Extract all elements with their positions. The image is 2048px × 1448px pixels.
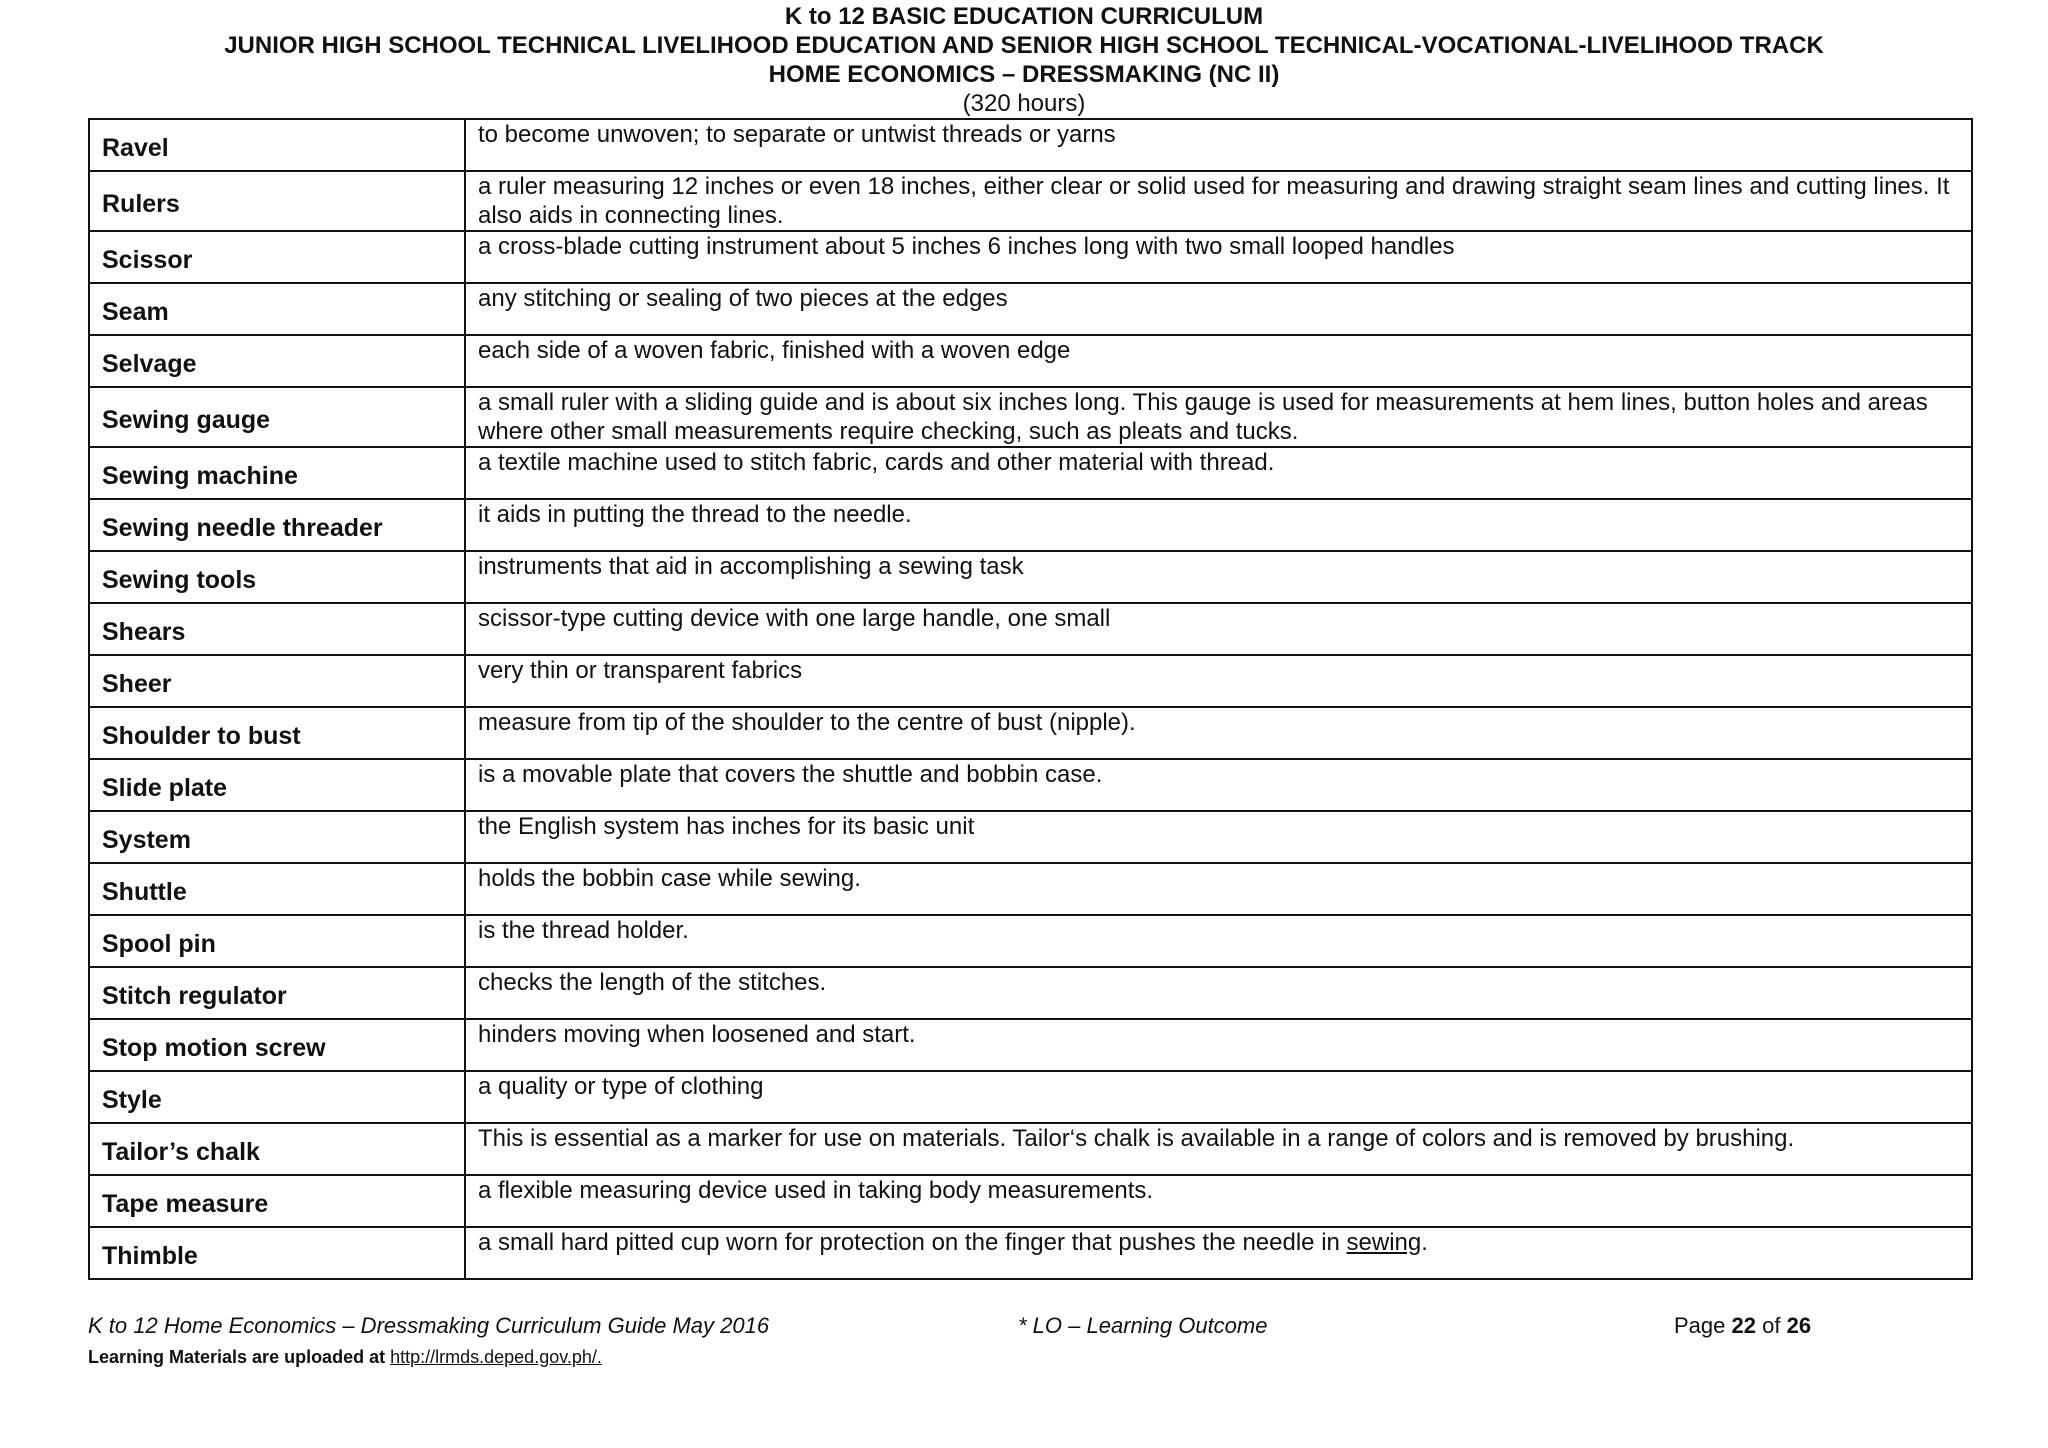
glossary-definition: a flexible measuring device used in taking body measurements. [465, 1175, 1972, 1227]
table-row [89, 283, 1972, 335]
table-row [89, 551, 1972, 603]
glossary-definition: instruments that aid in accomplishing a sewing task [465, 551, 1972, 603]
page-indicator [1674, 1313, 1811, 1339]
glossary-term: Sewing needle threader [89, 499, 465, 551]
page-total: 26 [1786, 1313, 1812, 1338]
glossary-table [88, 118, 1973, 1280]
page-of: of [1762, 1313, 1781, 1338]
track-title: JUNIOR HIGH SCHOOL TECHNICAL LIVELIHOOD EDUCATION AND SENIOR HIGH SCHOOL TECHNICAL-VOCATIONAL-LIVELIHOOD TRACK [224, 32, 1824, 59]
definition-suffix: . [1421, 1229, 1428, 1256]
glossary-definition: hinders moving when loosened and start. [465, 1019, 1972, 1071]
glossary-term: Slide plate [89, 759, 465, 811]
glossary-definition: This is essential as a marker for use on materials. Tailor‘s chalk is available in a range of colors and is removed by brushing. [465, 1123, 1972, 1175]
glossary-definition: a small ruler with a sliding guide and is about six inches long. This gauge is used for measurements at hem lines, button holes and areas where other small measurements require checking, such as pleats and tucks. [465, 387, 1972, 447]
glossary-definition: measure from tip of the shoulder to the centre of bust (nipple). [465, 707, 1972, 759]
hours-label: (320 hours) [962, 90, 1086, 117]
curriculum-title: K to 12 BASIC EDUCATION CURRICULUM [784, 3, 1264, 30]
table-row [89, 707, 1972, 759]
glossary-term: Spool pin [89, 915, 465, 967]
table-row [89, 1019, 1972, 1071]
glossary-term: Tailor’s chalk [89, 1123, 465, 1175]
table-row [89, 171, 1972, 231]
table-row [89, 387, 1972, 447]
table-row [89, 811, 1972, 863]
subject-title: HOME ECONOMICS – DRESSMAKING (NC II) [768, 61, 1280, 88]
document-header [0, 2, 2048, 118]
page-prefix: Page [1674, 1313, 1726, 1338]
glossary-definition: each side of a woven fabric, finished with a woven edge [465, 335, 1972, 387]
sewing-link[interactable]: sewing [1346, 1229, 1422, 1256]
table-row [89, 967, 1972, 1019]
glossary-definition [465, 1227, 1972, 1279]
glossary-term: Seam [89, 283, 465, 335]
glossary-definition: is a movable plate that covers the shuttle and bobbin case. [465, 759, 1972, 811]
glossary-term: Sewing machine [89, 447, 465, 499]
table-row [89, 1123, 1972, 1175]
glossary-term: Sheer [89, 655, 465, 707]
uploaded-text: Learning Materials are uploaded at [88, 1347, 386, 1367]
glossary-term: Scissor [89, 231, 465, 283]
table-row [89, 1175, 1972, 1227]
table-row [89, 655, 1972, 707]
glossary-definition: any stitching or sealing of two pieces at the edges [465, 283, 1972, 335]
page-number: 22 [1731, 1313, 1756, 1338]
glossary-term: Style [89, 1071, 465, 1123]
glossary-definition: to become unwoven; to separate or untwist threads or yarns [465, 119, 1972, 171]
glossary-term: Ravel [89, 119, 465, 171]
glossary-term: Shears [89, 603, 465, 655]
table-row [89, 119, 1972, 171]
glossary-definition: holds the bobbin case while sewing. [465, 863, 1972, 915]
table-row [89, 603, 1972, 655]
glossary-definition: very thin or transparent fabrics [465, 655, 1972, 707]
glossary-definition: a quality or type of clothing [465, 1071, 1972, 1123]
glossary-definition: it aids in putting the thread to the needle. [465, 499, 1972, 551]
table-row [89, 1071, 1972, 1123]
glossary-term: Stitch regulator [89, 967, 465, 1019]
glossary-definition: a ruler measuring 12 inches or even 18 inches, either clear or solid used for measuring and drawing straight seam lines and cutting lines. It also aids in connecting lines. [465, 171, 1972, 231]
table-row [89, 231, 1972, 283]
glossary-term: Shoulder to bust [89, 707, 465, 759]
glossary-definition: a cross-blade cutting instrument about 5 inches 6 inches long with two small looped handles [465, 231, 1972, 283]
table-row [89, 863, 1972, 915]
glossary-term: Tape measure [89, 1175, 465, 1227]
glossary-term: Sewing gauge [89, 387, 465, 447]
glossary-term: Thimble [89, 1227, 465, 1279]
table-row [89, 447, 1972, 499]
learning-outcome-note: * LO – Learning Outcome [1018, 1313, 1268, 1338]
definition-text: a small hard pitted cup worn for protection on the finger that pushes the needle in [478, 1229, 1340, 1256]
table-row [89, 915, 1972, 967]
glossary-definition: a textile machine used to stitch fabric, cards and other material with thread. [465, 447, 1972, 499]
glossary-definition: checks the length of the stitches. [465, 967, 1972, 1019]
glossary-term: System [89, 811, 465, 863]
lrmds-link[interactable]: http://lrmds.deped.gov.ph/. [390, 1347, 602, 1367]
glossary-term: Sewing tools [89, 551, 465, 603]
glossary-term: Shuttle [89, 863, 465, 915]
glossary-definition: scissor-type cutting device with one large handle, one small [465, 603, 1972, 655]
table-row [89, 759, 1972, 811]
table-row [89, 499, 1972, 551]
curriculum-guide-label: K to 12 Home Economics – Dressmaking Curriculum Guide May 2016 [88, 1313, 770, 1338]
uploaded-note [88, 1347, 602, 1368]
glossary-term: Rulers [89, 171, 465, 231]
table-row [89, 335, 1972, 387]
glossary-definition: the English system has inches for its basic unit [465, 811, 1972, 863]
glossary-definition: is the thread holder. [465, 915, 1972, 967]
table-row [89, 1227, 1972, 1279]
glossary-term: Selvage [89, 335, 465, 387]
glossary-term: Stop motion screw [89, 1019, 465, 1071]
